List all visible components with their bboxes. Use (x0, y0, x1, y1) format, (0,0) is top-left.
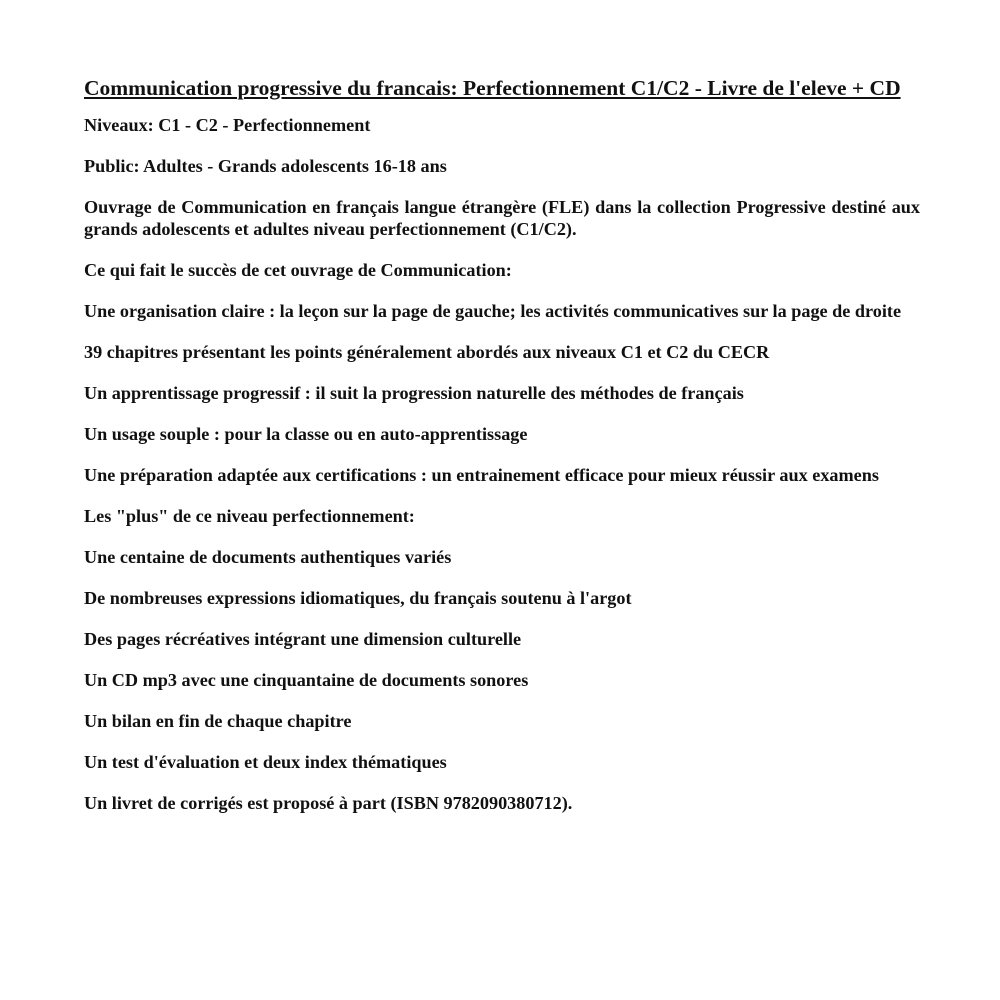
plus-corriges: Un livret de corrigés est proposé à part (ISBN 9782090380712). (84, 793, 573, 813)
overview-paragraph: Ouvrage de Communication en français langue étrangère (FLE) dans la collection Progressive destiné aux grands adolescents et adultes niveau perfectionnement (C1/C2). (84, 197, 920, 239)
levels-line: Niveaux: C1 - C2 - Perfectionnement (84, 115, 371, 135)
plus-test: Un test d'évaluation et deux index thématiques (84, 752, 447, 772)
audience-line: Public: Adultes - Grands adolescents 16-18 ans (84, 156, 447, 176)
plus-cd: Un CD mp3 avec une cinquantaine de documents sonores (84, 670, 529, 690)
product-description (84, 76, 920, 833)
product-title: Communication progressive du francais: Perfectionnement C1/C2 - Livre de l'eleve + CD (84, 76, 901, 100)
plus-heading: Les "plus" de ce niveau perfectionnement: (84, 506, 415, 526)
feature-chapters: 39 chapitres présentant les points généralement abordés aux niveaux C1 et C2 du CECR (84, 342, 770, 362)
feature-organisation: Une organisation claire : la leçon sur la page de gauche; les activités communicatives sur la page de droite (84, 301, 902, 321)
success-heading: Ce qui fait le succès de cet ouvrage de Communication: (84, 260, 512, 280)
feature-preparation: Une préparation adaptée aux certifications : un entrainement efficace pour mieux réussir aux examens (84, 465, 879, 485)
plus-documents: Une centaine de documents authentiques variés (84, 547, 452, 567)
feature-progressive: Un apprentissage progressif : il suit la progression naturelle des méthodes de français (84, 383, 744, 403)
plus-bilan: Un bilan en fin de chaque chapitre (84, 711, 352, 731)
plus-expressions: De nombreuses expressions idiomatiques, du français soutenu à l'argot (84, 588, 632, 608)
feature-usage: Un usage souple : pour la classe ou en auto-apprentissage (84, 424, 528, 444)
plus-recreative-pages: Des pages récréatives intégrant une dimension culturelle (84, 629, 522, 649)
